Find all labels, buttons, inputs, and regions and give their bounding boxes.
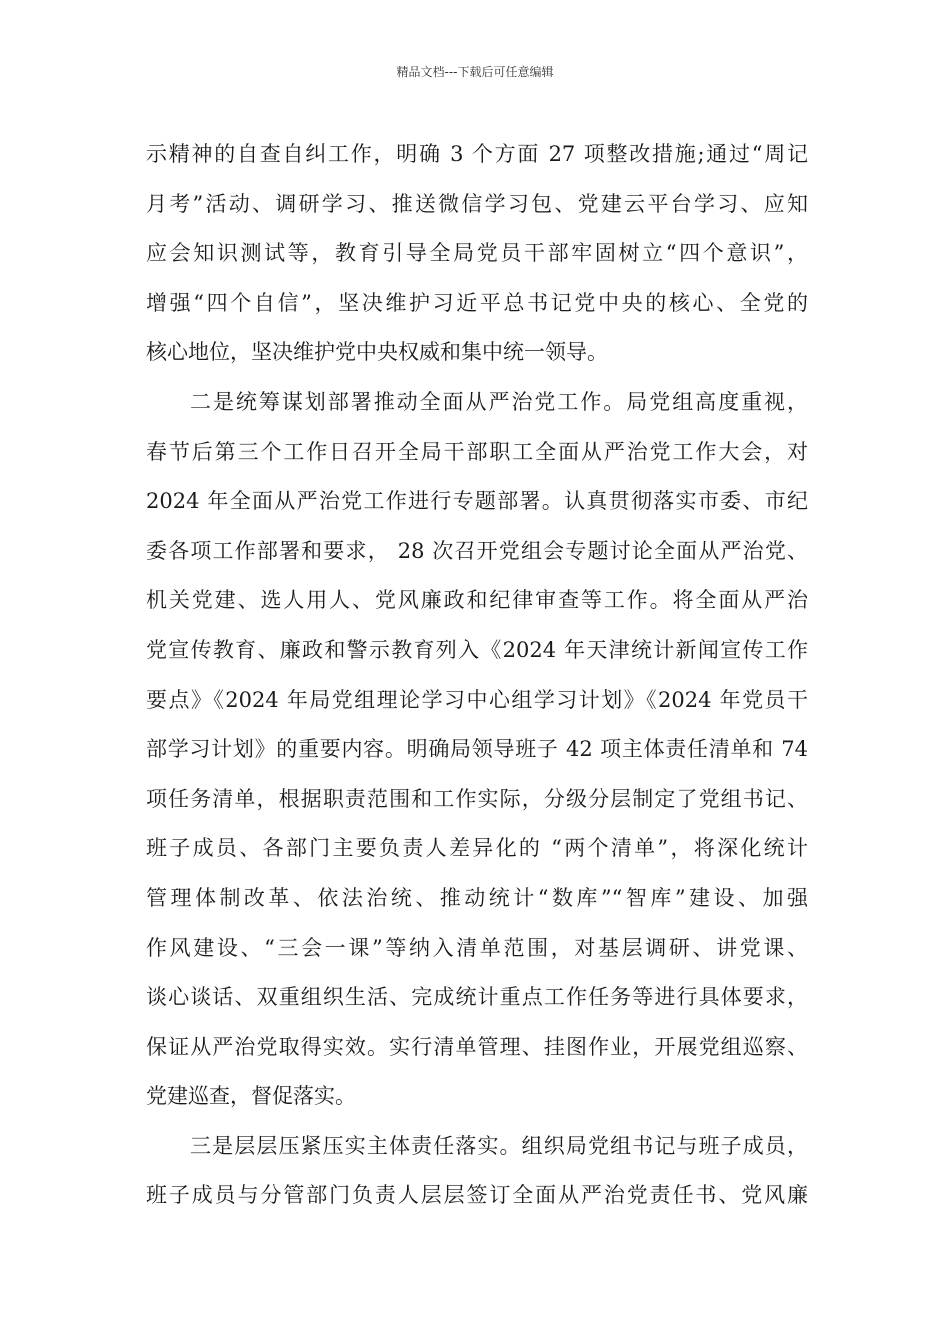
text-line: 委各项工作部署和要求， 28 次召开党组会专题讨论全面从严治党、 [146, 538, 808, 563]
text-line: 核心地位，坚决维护党中央权威和集中统一领导。 [146, 340, 608, 365]
text-line: 二是统筹谋划部署推动全面从严治党工作。局党组高度重视， [190, 389, 808, 414]
text-line: 示精神的自查自纠工作，明确 3 个方面 27 项整改措施;通过“周记 [146, 142, 808, 166]
text-line: 月考”活动、调研学习、推送微信学习包、党建云平台学习、应知 [146, 191, 808, 216]
text-line: 增强“四个自信”，坚决维护习近平总书记党中央的核心、全党的 [146, 290, 808, 315]
text-line: 作风建设、“三会一课”等纳入清单范围，对基层调研、讲党课、 [146, 935, 808, 960]
text-line: 党宣传教育、廉政和警示教育列入《2024 年天津统计新闻宣传工作 [146, 637, 808, 662]
text-line: 保证从严治党取得实效。实行清单管理、挂图作业，开展党组巡察、 [146, 1034, 808, 1059]
text-line: 党建巡查，督促落实。 [146, 1084, 356, 1109]
text-line: 部学习计划》的重要内容。明确局领导班子 42 项主体责任清单和 74 [146, 737, 808, 762]
text-line: 应会知识测试等，教育引导全局党员干部牢固树立“四个意识”， [146, 241, 808, 266]
paragraph [146, 1122, 808, 1221]
text-line: 班子成员、各部门主要负责人差异化的 “两个清单”，将深化统计 [146, 836, 808, 861]
document-body [146, 130, 808, 1221]
page-header: 精品文档---下载后可任意编辑 [396, 65, 554, 79]
paragraph [146, 378, 808, 1122]
text-line: 管理体制改革、依法治统、推动统计“数库”“智库”建设、加强 [146, 885, 808, 910]
text-line: 谈心谈话、双重组织生活、完成统计重点工作任务等进行具体要求， [146, 985, 808, 1010]
paragraph [146, 130, 808, 378]
text-line: 班子成员与分管部门负责人层层签订全面从严治党责任书、党风廉 [146, 1183, 808, 1208]
text-line: 要点》《2024 年局党组理论学习中心组学习计划》《2024 年党员干 [146, 687, 808, 712]
text-line: 春节后第三个工作日召开全局干部职工全面从严治党工作大会，对 [146, 439, 808, 464]
text-line: 机关党建、选人用人、党风廉政和纪律审查等工作。将全面从严治 [146, 588, 808, 613]
text-line: 三是层层压紧压实主体责任落实。组织局党组书记与班子成员， [190, 1133, 808, 1158]
text-line: 2024 年全面从严治党工作进行专题部署。认真贯彻落实市委、市纪 [146, 489, 808, 514]
text-line: 项任务清单，根据职责范围和工作实际，分级分层制定了党组书记、 [146, 786, 808, 811]
